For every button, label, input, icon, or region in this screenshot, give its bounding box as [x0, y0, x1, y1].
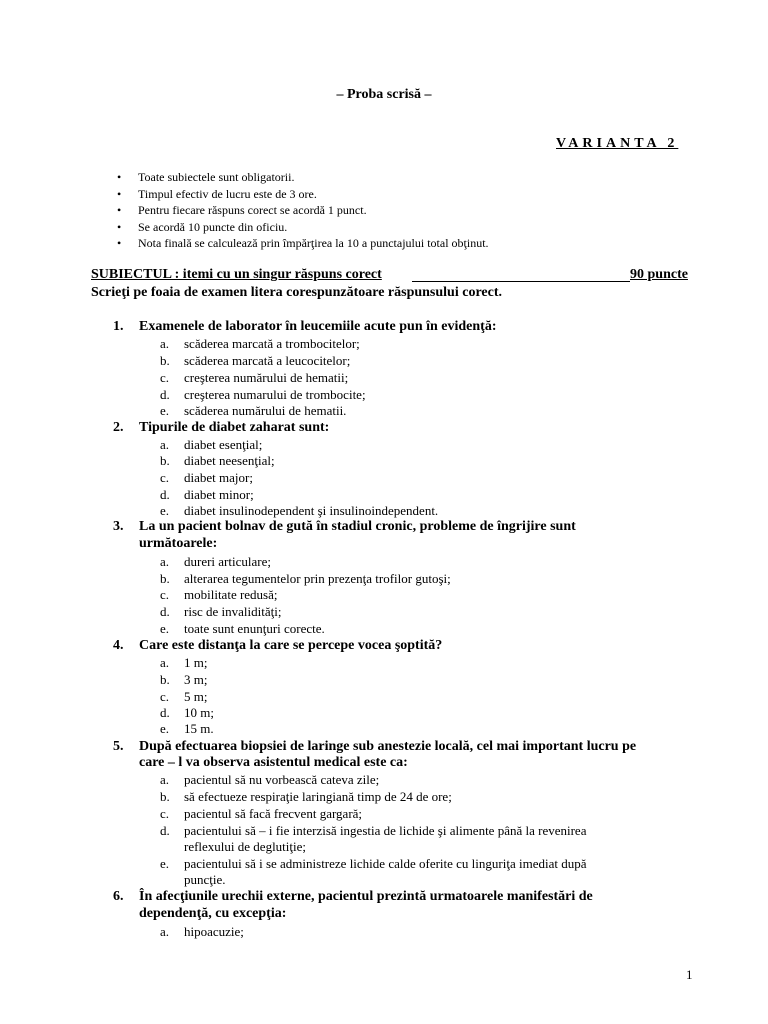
option-letter: b.: [160, 789, 170, 804]
option-letter: a.: [160, 655, 170, 670]
bullet-text: Toate subiectele sunt obligatorii.: [138, 170, 295, 184]
option-text: mobilitate redusă;: [184, 587, 278, 602]
bullet-text: Pentru fiecare răspuns corect se acordă 1 punct.: [138, 203, 367, 217]
option-letter: a.: [160, 554, 170, 569]
option-text: puncţie.: [184, 872, 226, 887]
option-letter: b.: [160, 353, 170, 368]
option-text: scăderea marcată a leucocitelor;: [184, 353, 351, 368]
option-text: toate sunt enunţuri corecte.: [184, 621, 325, 636]
bullet-icon: •: [117, 187, 122, 201]
option-text: 15 m.: [184, 721, 214, 736]
subject-points: 90 puncte: [630, 267, 688, 282]
option-letter: e.: [160, 621, 170, 636]
option-text: hipoacuzie;: [184, 924, 244, 939]
option-text: diabet insulinodependent şi insulinoindependent.: [184, 503, 439, 518]
option-letter: c.: [160, 587, 170, 602]
question-text: Care este distanţa la care se percepe vocea şoptită?: [139, 638, 443, 653]
question-number: 6.: [113, 889, 124, 904]
option-letter: c.: [160, 689, 170, 704]
option-letter: b.: [160, 672, 170, 687]
option-text: pacientul să nu vorbească cateva zile;: [184, 772, 380, 787]
bullet-icon: •: [117, 220, 122, 234]
page-title: – Proba scrisă –: [336, 87, 432, 102]
question-text: următoarele:: [139, 536, 218, 551]
option-text: alterarea tegumentelor prin prezenţa trofilor gutoşi;: [184, 571, 451, 586]
question-number: 3.: [113, 519, 124, 534]
option-text: creşterea numărului de hematii;: [184, 370, 349, 385]
question-text: După efectuarea biopsiei de laringe sub anestezie locală, cel mai important lucru pe: [139, 739, 637, 754]
option-text: să efectueze respiraţie laringiană timp de 24 de ore;: [184, 789, 452, 804]
option-text: diabet minor;: [184, 487, 254, 502]
option-letter: c.: [160, 470, 170, 485]
option-letter: d.: [160, 705, 170, 720]
option-letter: a.: [160, 437, 170, 452]
option-letter: d.: [160, 823, 170, 838]
option-letter: b.: [160, 453, 170, 468]
option-text: reflexului de deglutiţie;: [184, 839, 307, 854]
question-text: Examenele de laborator în leucemiile acute pun în evidenţă:: [139, 319, 497, 334]
variant-label: VARIANTA 2: [556, 136, 679, 151]
option-letter: c.: [160, 370, 170, 385]
question-number: 4.: [113, 638, 124, 653]
subject-heading: SUBIECTUL : itemi cu un singur răspuns corect: [91, 267, 382, 282]
question-text: În afecţiunile urechii externe, pacientul prezintă urmatoarele manifestări de: [139, 889, 593, 904]
question-text: La un pacient bolnav de gută în stadiul cronic, probleme de îngrijire sunt: [139, 519, 576, 534]
option-letter: e.: [160, 856, 170, 871]
instruction-text: Scrieţi pe foaia de examen litera corespunzătoare răspunsului corect.: [91, 285, 502, 300]
option-letter: c.: [160, 806, 170, 821]
option-letter: d.: [160, 487, 170, 502]
question-number: 5.: [113, 739, 124, 754]
option-letter: d.: [160, 604, 170, 619]
option-letter: d.: [160, 387, 170, 402]
question-text: care – l va observa asistentul medical este ca:: [139, 755, 408, 770]
option-letter: a.: [160, 336, 170, 351]
option-text: 1 m;: [184, 655, 208, 670]
bullet-text: Timpul efectiv de lucru este de 3 ore.: [138, 187, 317, 201]
option-letter: e.: [160, 403, 170, 418]
option-text: pacientului să – i fie interzisă ingestia de lichide şi alimente până la revenirea: [184, 823, 587, 838]
option-letter: e.: [160, 503, 170, 518]
option-letter: e.: [160, 721, 170, 736]
option-text: diabet major;: [184, 470, 253, 485]
bullet-icon: •: [117, 170, 122, 184]
option-letter: b.: [160, 571, 170, 586]
option-text: risc de invalidităţi;: [184, 604, 282, 619]
option-text: scăderea numărului de hematii.: [184, 403, 347, 418]
option-text: 5 m;: [184, 689, 208, 704]
bullet-text: Nota finală se calculează prin împărţirea la 10 a punctajului total obţinut.: [138, 236, 489, 250]
option-text: 3 m;: [184, 672, 208, 687]
bullet-text: Se acordă 10 puncte din oficiu.: [138, 220, 288, 234]
question-number: 2.: [113, 420, 124, 435]
option-text: 10 m;: [184, 705, 214, 720]
option-text: dureri articulare;: [184, 554, 271, 569]
page-number: 1: [686, 967, 693, 982]
option-text: diabet neesenţial;: [184, 453, 275, 468]
option-text: pacientului să i se administreze lichide calde oferite cu linguriţa imediat după: [184, 856, 587, 871]
option-text: pacientul să facă frecvent gargară;: [184, 806, 363, 821]
option-text: diabet esenţial;: [184, 437, 263, 452]
option-text: creşterea numarului de trombocite;: [184, 387, 366, 402]
question-text: dependenţă, cu excepţia:: [139, 906, 287, 921]
option-letter: a.: [160, 772, 170, 787]
fill-line: [412, 267, 630, 282]
bullet-icon: •: [117, 203, 122, 217]
option-text: scăderea marcată a trombocitelor;: [184, 336, 360, 351]
bullet-icon: •: [117, 236, 122, 250]
question-text: Tipurile de diabet zaharat sunt:: [139, 420, 330, 435]
option-letter: a.: [160, 924, 170, 939]
question-number: 1.: [113, 319, 124, 334]
